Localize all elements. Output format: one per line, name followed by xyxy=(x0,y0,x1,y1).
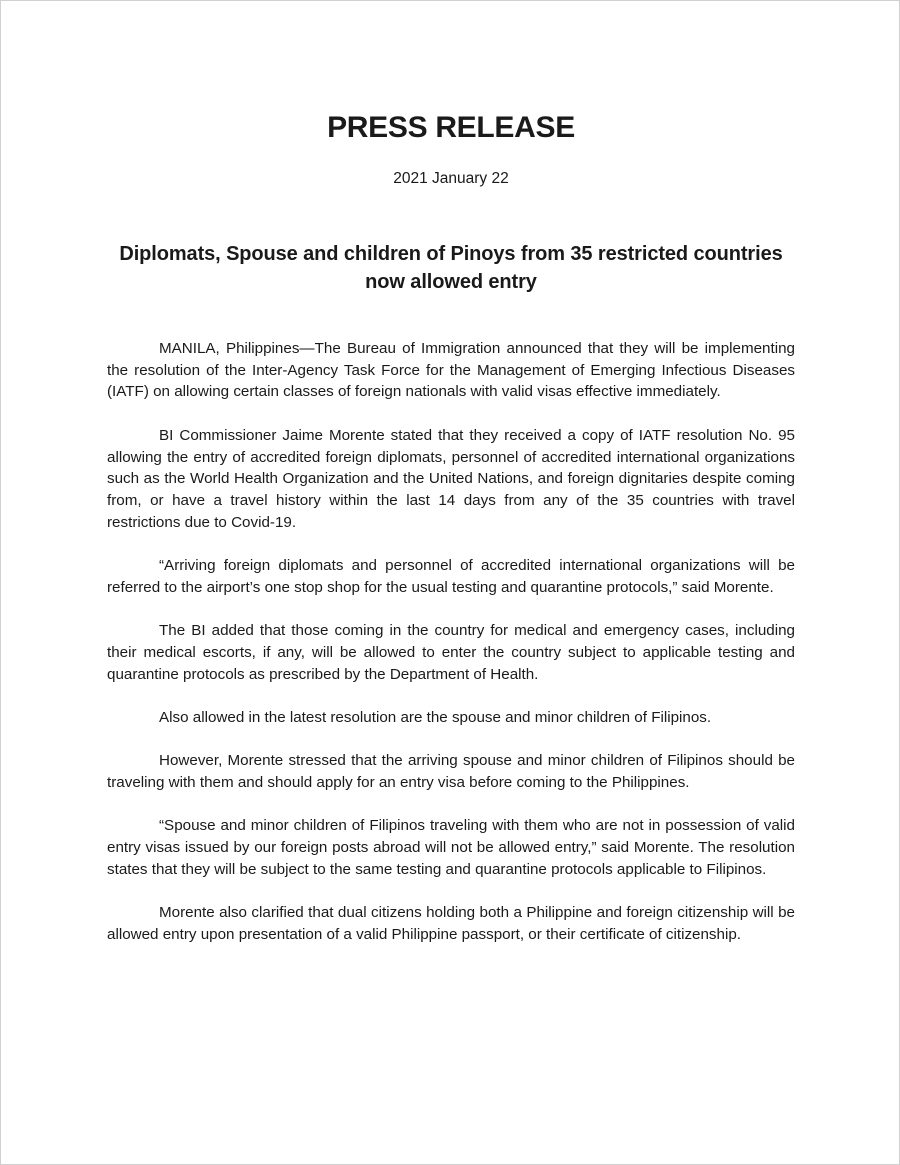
body-text xyxy=(107,338,795,946)
paragraph: Morente also clarified that dual citizens holding both a Philippine and foreign citizenship will be allowed entry upon presentation of a valid Philippine passport, or their certificate of citizenship. xyxy=(107,904,795,943)
release-date: 2021 January 22 xyxy=(393,170,509,187)
page-title: PRESS RELEASE xyxy=(327,111,575,144)
headline: Diplomats, Spouse and children of Pinoys from 35 restricted countries now allowed entry xyxy=(119,243,783,293)
paragraph: The BI added that those coming in the country for medical and emergency cases, including their medical escorts, if any, will be allowed to enter the country subject to applicable testing and quarantine protocols as prescribed by the Department of Health. xyxy=(107,622,795,683)
paragraph: “Spouse and minor children of Filipinos traveling with them who are not in possession of valid entry visas issued by our foreign posts abroad will not be allowed entry,” said Morente. The resolution states that they will be subject to the same testing and quarantine protocols applicable to Filipinos. xyxy=(107,817,795,878)
paragraph: Also allowed in the latest resolution are the spouse and minor children of Filipinos. xyxy=(159,708,712,726)
paragraph: MANILA, Philippines—The Bureau of Immigration announced that they will be implementing the resolution of the Inter-Agency Task Force for the Management of Emerging Infectious Diseases (IATF) on allowing certain classes of foreign nationals with valid visas effective immediately. xyxy=(107,340,795,401)
paragraph: “Arriving foreign diplomats and personnel of accredited international organizations will be referred to the airport’s one stop shop for the usual testing and quarantine protocols,” said Morente. xyxy=(107,557,795,596)
document-content xyxy=(107,105,795,967)
paragraph: BI Commissioner Jaime Morente stated that they received a copy of IATF resolution No. 95 allowing the entry of accredited foreign diplomats, personnel of accredited international organizations such as the World Health Organization and the United Nations, and foreign dignitaries despite coming from, or have a travel history within the last 14 days from any of the 35 countries with travel restrictions due to Covid-19. xyxy=(107,426,795,531)
paragraph: However, Morente stressed that the arriving spouse and minor children of Filipinos should be traveling with them and should apply for an entry visa before coming to the Philippines. xyxy=(107,752,795,791)
